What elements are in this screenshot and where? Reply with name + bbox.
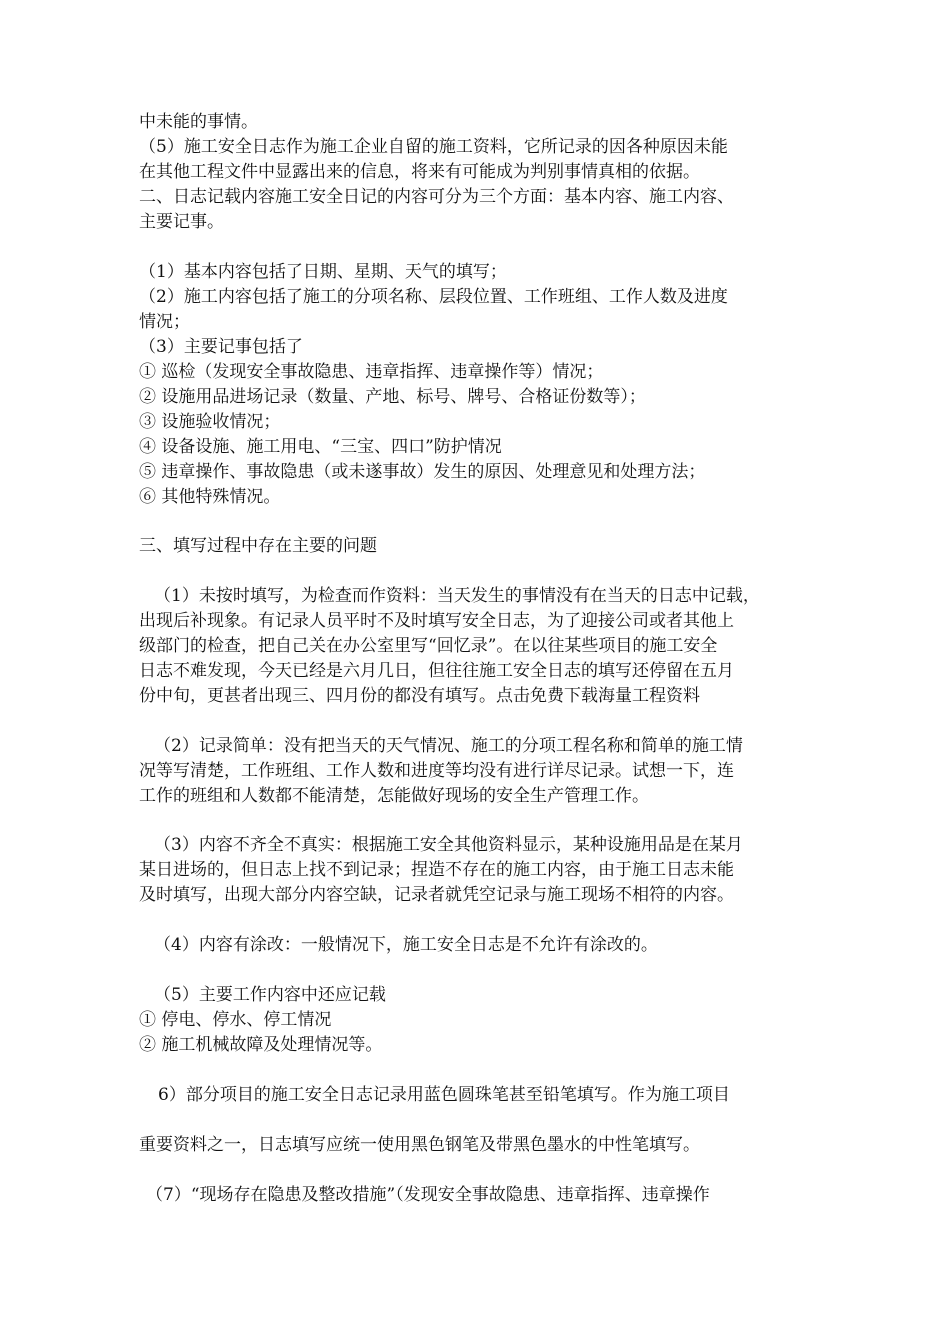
list-item: ③ 设施验收情况； [139,412,281,432]
text-line: （5）施工安全日志作为施工企业自留的施工资料，它所记录的因各种原因未能 [139,137,728,157]
text-line: 在其他工程文件中显露出来的信息，将来有可能成为判别事情真相的依据。 [139,162,700,182]
text-line: 份中旬，更甚者出现三、四月份的都没有填写。点击免费下载海量工程资料 [139,686,700,706]
text-line: 中未能的事情。 [139,112,258,132]
text-line: 出现后补现象。有记录人员平时不及时填写安全日志，为了迎接公司或者其他上 [139,611,734,631]
text-line: （2）施工内容包括了施工的分项名称、层段位置、工作班组、工作人数及进度 [139,287,728,307]
section-heading-3: 三、填写过程中存在主要的问题 [139,536,377,556]
text-line: 重要资料之一，日志填写应统一使用黑色钢笔及带黑色墨水的中性笔填写。 [139,1135,700,1155]
text-line: 情况； [139,312,190,332]
section-heading-2: 二、日志记载内容施工安全日记的内容可分为三个方面：基本内容、施工内容、 [139,187,734,207]
list-item: ④ 设备设施、施工用电、“三宝、四口”防护情况 [139,437,502,457]
text-line: 某日进场的，但日志上找不到记录；捏造不存在的施工内容，由于施工日志未能 [139,860,734,880]
text-line: 主要记事。 [139,212,224,232]
text-line: （7）“现场存在隐患及整改措施”（发现安全事故隐患、违章指挥、违章操作 [146,1185,710,1205]
text-line: （2）记录简单：没有把当天的天气情况、施工的分项工程名称和简单的施工情 [154,736,743,756]
list-item: ① 巡检（发现安全事故隐患、违章指挥、违章操作等）情况； [139,362,604,382]
text-line: （5）主要工作内容中还应记载 [154,985,386,1005]
text-line: 6）部分项目的施工安全日志记录用蓝色圆珠笔甚至铅笔填写。作为施工项目 [158,1085,730,1105]
text-line: （1）基本内容包括了日期、星期、天气的填写； [139,262,507,282]
text-line: （3）主要记事包括了 [139,337,303,357]
list-item: ⑤ 违章操作、事故隐患（或未遂事故）发生的原因、处理意见和处理方法； [139,462,706,482]
text-line: 况等写清楚，工作班组、工作人数和进度等均没有进行详尽记录。试想一下，连 [139,761,734,781]
text-line: 及时填写，出现大部分内容空缺，记录者就凭空记录与施工现场不相符的内容。 [139,885,734,905]
list-item: ① 停电、停水、停工情况 [139,1010,332,1030]
list-item: ② 施工机械故障及处理情况等。 [139,1035,383,1055]
text-line: （3）内容不齐全不真实：根据施工安全其他资料显示，某种设施用品是在某月 [154,835,743,855]
text-line: 工作的班组和人数都不能清楚，怎能做好现场的安全生产管理工作。 [139,786,649,806]
list-item: ② 设施用品进场记录（数量、产地、标号、牌号、合格证份数等）； [139,387,646,407]
text-line: 日志不难发现，今天已经是六月几日，但往往施工安全日志的填写还停留在五月 [139,661,734,681]
text-line: 级部门的检查，把自己关在办公室里写“回忆录”。在以往某些项目的施工安全 [139,636,718,656]
text-line: （4）内容有涂改：一般情况下，施工安全日志是不允许有涂改的。 [154,935,658,955]
text-line: （1）未按时填写，为检查而作资料：当天发生的事情没有在当天的日志中记载， [154,586,760,606]
list-item: ⑥ 其他特殊情况。 [139,487,281,507]
